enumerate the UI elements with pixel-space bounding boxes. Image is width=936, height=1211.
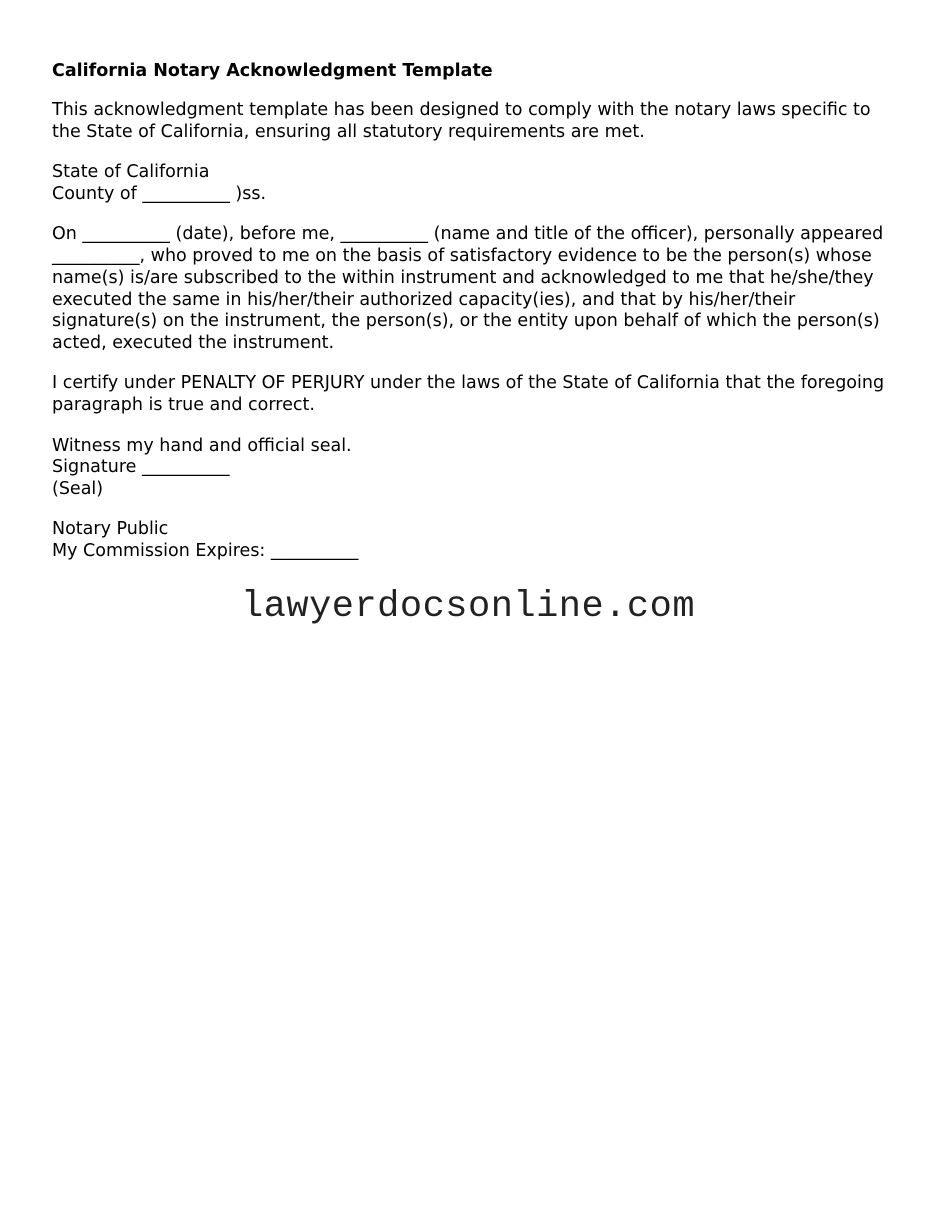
venue-state: State of California [52, 162, 210, 183]
seal-label: (Seal) [52, 479, 104, 500]
witness-block [52, 436, 892, 501]
notary-block [52, 519, 892, 563]
document-page [52, 60, 892, 582]
venue-block [52, 162, 892, 206]
acknowledgment-paragraph: On __________ (date), before me, __________ (name and title of the officer), personally appeared __________, who proved to me on the basis of satisfactory evidence to be the person(s) whose name(s) is/are subscribed to the within instrument and acknowledged to me that he/she/they executed the same in his/her/their authorized capacity(ies), and that by his/her/their signature(s) on the instrument, the person(s), or the entity upon behalf of which the person(s) acted, executed the instrument. [52, 224, 884, 354]
venue-county: County of __________ )ss. [52, 183, 267, 204]
watermark-text: lawyerdocsonline.com [240, 586, 696, 628]
intro-paragraph: This acknowledgment template has been designed to comply with the notary laws specific to the State of California, ensuring all statutory requirements are met. [52, 100, 871, 142]
signature-line: Signature __________ [52, 457, 230, 478]
commission-expires-line: My Commission Expires: __________ [52, 541, 359, 562]
certification-paragraph: I certify under PENALTY OF PERJURY under the laws of the State of California that the foregoing paragraph is true and correct. [52, 373, 885, 416]
notary-title: Notary Public [52, 519, 169, 540]
document-title: California Notary Acknowledgment Template [52, 61, 493, 81]
witness-line: Witness my hand and official seal. [52, 435, 352, 456]
